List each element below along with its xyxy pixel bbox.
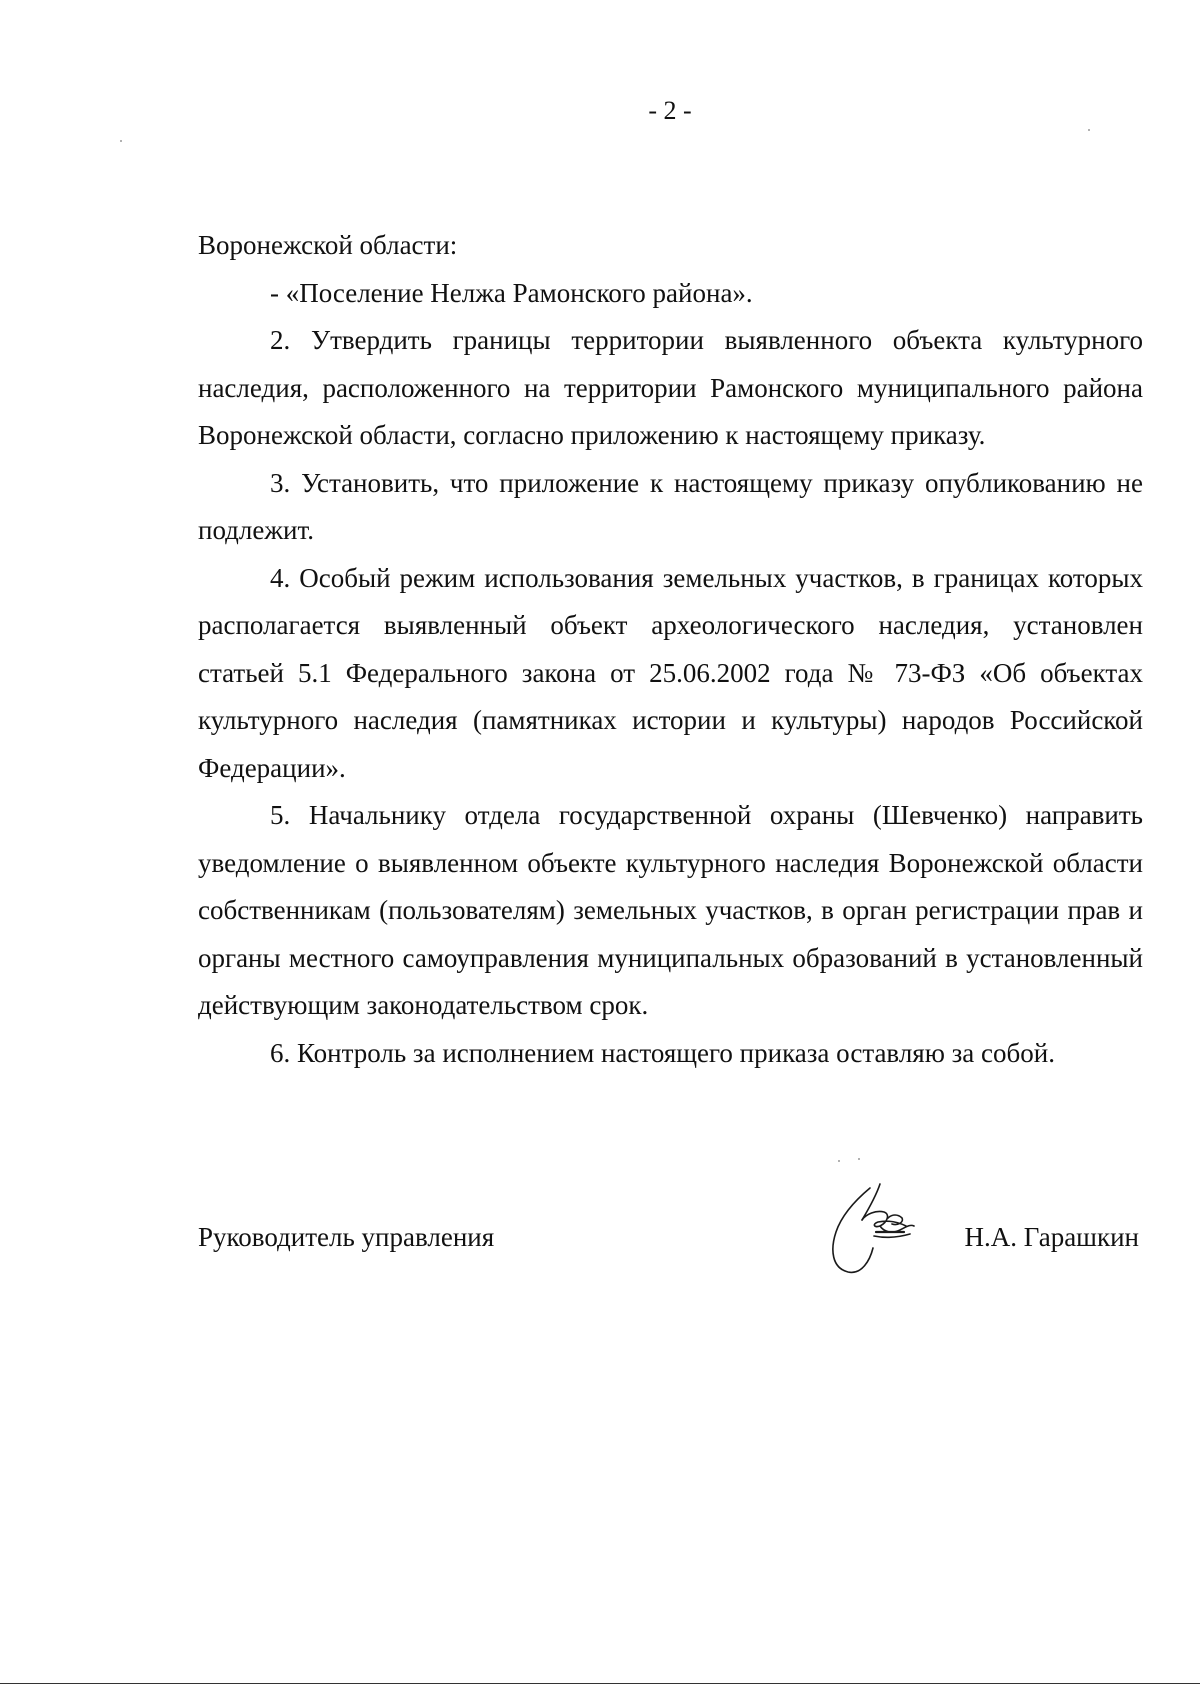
document-body (198, 222, 1143, 1077)
paragraph-3: 3. Установить, что приложение к настоящему приказу опубликованию не подлежит. (198, 467, 1143, 545)
scan-speck (838, 1160, 840, 1162)
scan-speck (858, 1158, 860, 1160)
signatory-title: Руководитель управления (198, 1222, 495, 1252)
paragraph-2: 2. Утвердить границы территории выявленного объекта культурного наследия, расположенного на территории Рамонского муниципального района Воронежской области, согласно приложению к настоящему приказу. (198, 325, 1143, 450)
page-number: - 2 - (648, 96, 692, 125)
paragraph-4: 4. Особый режим использования земельных участков, в границах которых располагается выявленный объект археологического наследия, установлен статьей 5.1 Федерального закона от 25.06.2002 года № 73-ФЗ «Об объектах культурного наследия (памятниках истории и культуры) народов Российской Федерации». (198, 562, 1143, 783)
scan-speck (120, 140, 122, 142)
signature-block (198, 1222, 1143, 1282)
list-item-settlement: - «Поселение Нелжа Рамонского района». (270, 277, 753, 308)
continuation-line: Воронежской области: (198, 230, 458, 260)
signatory-name: Н.А. Гарашкин (964, 1222, 1139, 1252)
handwritten-signature-icon (818, 1180, 928, 1280)
page-bottom-rule (0, 1683, 1200, 1684)
paragraph-5: 5. Начальнику отдела государственной охраны (Шевченко) направить уведомление о выявленном объекте культурного наследия Воронежской области собственникам (пользователям) земельных участков, в орган регистрации прав и органы местного самоуправления муниципальных образований в установленный действующим законодательством срок. (198, 800, 1143, 1020)
paragraph-6: 6. Контроль за исполнением настоящего приказа оставляю за собой. (270, 1037, 1055, 1068)
scan-speck (1088, 129, 1090, 131)
